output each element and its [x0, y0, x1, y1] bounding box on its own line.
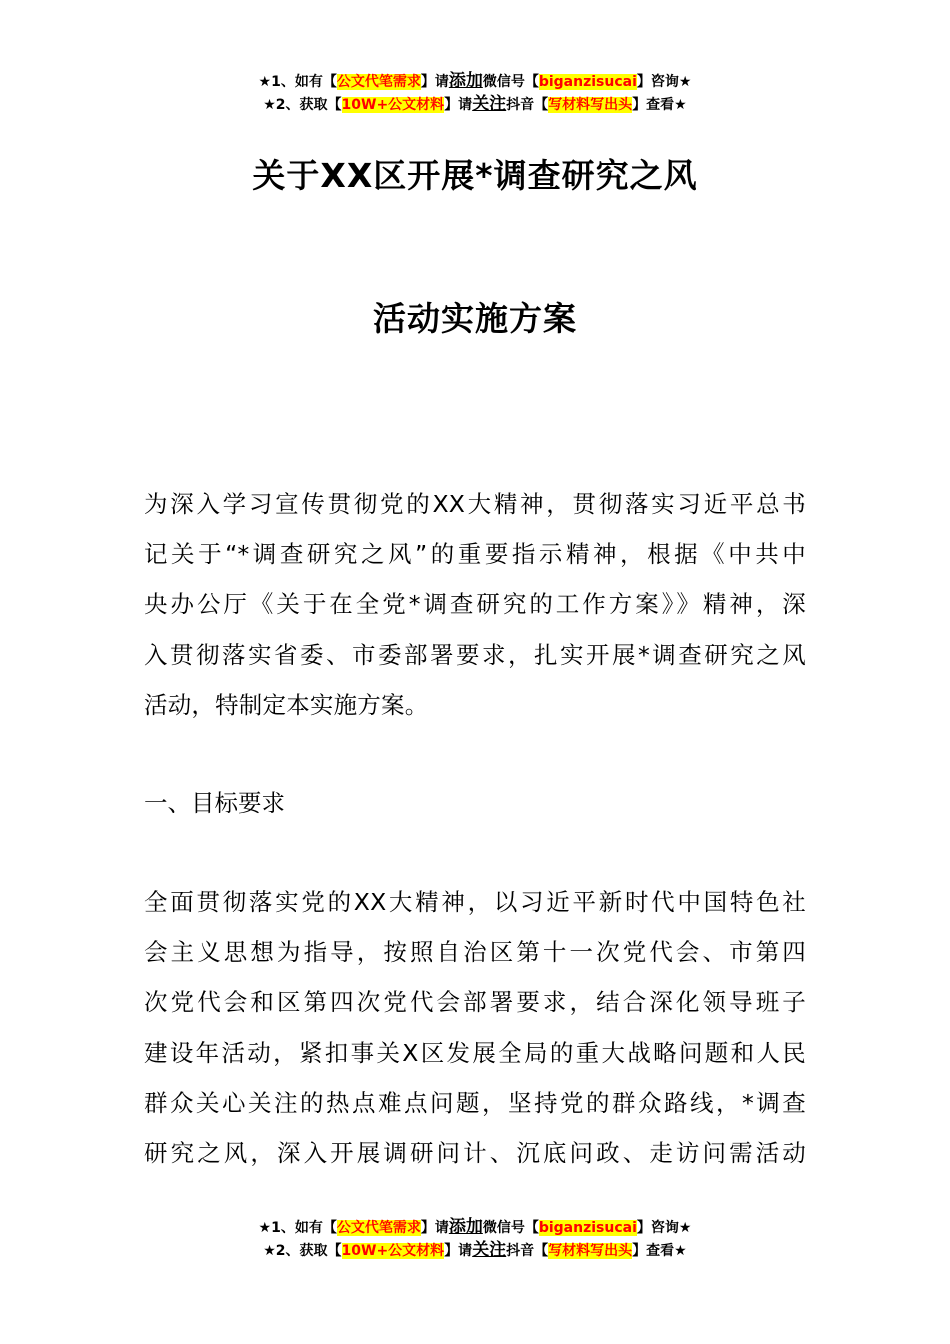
banner-highlight: biganzisucai	[538, 74, 637, 90]
section-heading: 一、目标要求	[144, 789, 285, 817]
banner-emphasis: 关注	[472, 94, 507, 114]
paragraph-line: 次党代会和区第四次党代会部署要求，结合深化领导班子	[144, 988, 806, 1017]
paragraph-line: 全面贯彻落实党的XX大精神，以习近平新时代中国特色社	[144, 888, 806, 916]
banner-text: 】请	[444, 97, 473, 113]
paragraph-line: 活动，特制定本实施方案。	[144, 690, 429, 719]
paragraph-line: 记关于“*调查研究之风”的重要指示精神，根据《中共中	[144, 540, 806, 569]
banner-text: 】请	[420, 74, 449, 90]
banner-line-2	[0, 93, 950, 116]
banner-emphasis: 添加	[448, 1217, 483, 1237]
banner-highlight: biganzisucai	[538, 1220, 637, 1236]
banner-text: 抖音【	[506, 97, 549, 113]
document-title-line-1: 关于XX区开展*调查研究之风	[252, 156, 698, 195]
banner-highlight: 10W+公文材料	[341, 97, 445, 113]
banner-text: 】请	[420, 1220, 449, 1236]
banner-emphasis: 添加	[448, 71, 483, 91]
banner-line-1	[0, 1216, 950, 1239]
banner-highlight: 10W+公文材料	[341, 1243, 445, 1259]
banner-text: 微信号【	[482, 74, 539, 90]
banner-text: ★2、获取【	[263, 97, 342, 113]
banner-text: 抖音【	[506, 1243, 549, 1259]
paragraph-line: 群众关心关注的热点难点问题，坚持党的群众路线，*调查	[144, 1088, 806, 1117]
banner-text: 】咨询★	[636, 1220, 692, 1236]
banner-text: ★1、如有【	[258, 1220, 337, 1236]
paragraph-line: 央办公厅《关于在全党*调查研究的工作方案》》精神，深	[144, 590, 806, 619]
banner-highlight: 公文代笔需求	[336, 1220, 421, 1236]
document-title-line-2: 活动实施方案	[373, 299, 577, 338]
banner-text: ★2、获取【	[263, 1243, 342, 1259]
banner-text: 】查看★	[632, 1243, 687, 1259]
banner-emphasis: 关注	[472, 1240, 507, 1260]
paragraph-line: 为深入学习宣传贯彻党的XX大精神，贯彻落实习近平总书	[144, 490, 806, 518]
banner-text: ★1、如有【	[258, 74, 337, 90]
banner-text: 】咨询★	[636, 74, 692, 90]
banner-highlight: 公文代笔需求	[336, 74, 421, 90]
banner-line-2	[0, 1239, 950, 1262]
paragraph-line: 研究之风，深入开展调研问计、沉底问政、走访问需活动	[144, 1139, 806, 1168]
banner-text: 微信号【	[482, 1220, 539, 1236]
banner-highlight: 写材料写出头	[548, 97, 633, 113]
paragraph-line: 入贯彻落实省委、市委部署要求，扎实开展*调查研究之风	[144, 640, 806, 669]
paragraph-line: 建设年活动，紧扣事关X区发展全局的重大战略问题和人民	[144, 1038, 806, 1067]
header-banner	[0, 70, 950, 116]
banner-text: 】查看★	[632, 97, 687, 113]
banner-text: 】请	[444, 1243, 473, 1259]
footer-banner	[0, 1216, 950, 1262]
banner-highlight: 写材料写出头	[548, 1243, 633, 1259]
intro-paragraph	[144, 479, 806, 730]
banner-line-1	[0, 70, 950, 93]
section-paragraph	[144, 877, 806, 1178]
paragraph-line: 会主义思想为指导，按照自治区第十一次党代会、市第四	[144, 938, 806, 967]
